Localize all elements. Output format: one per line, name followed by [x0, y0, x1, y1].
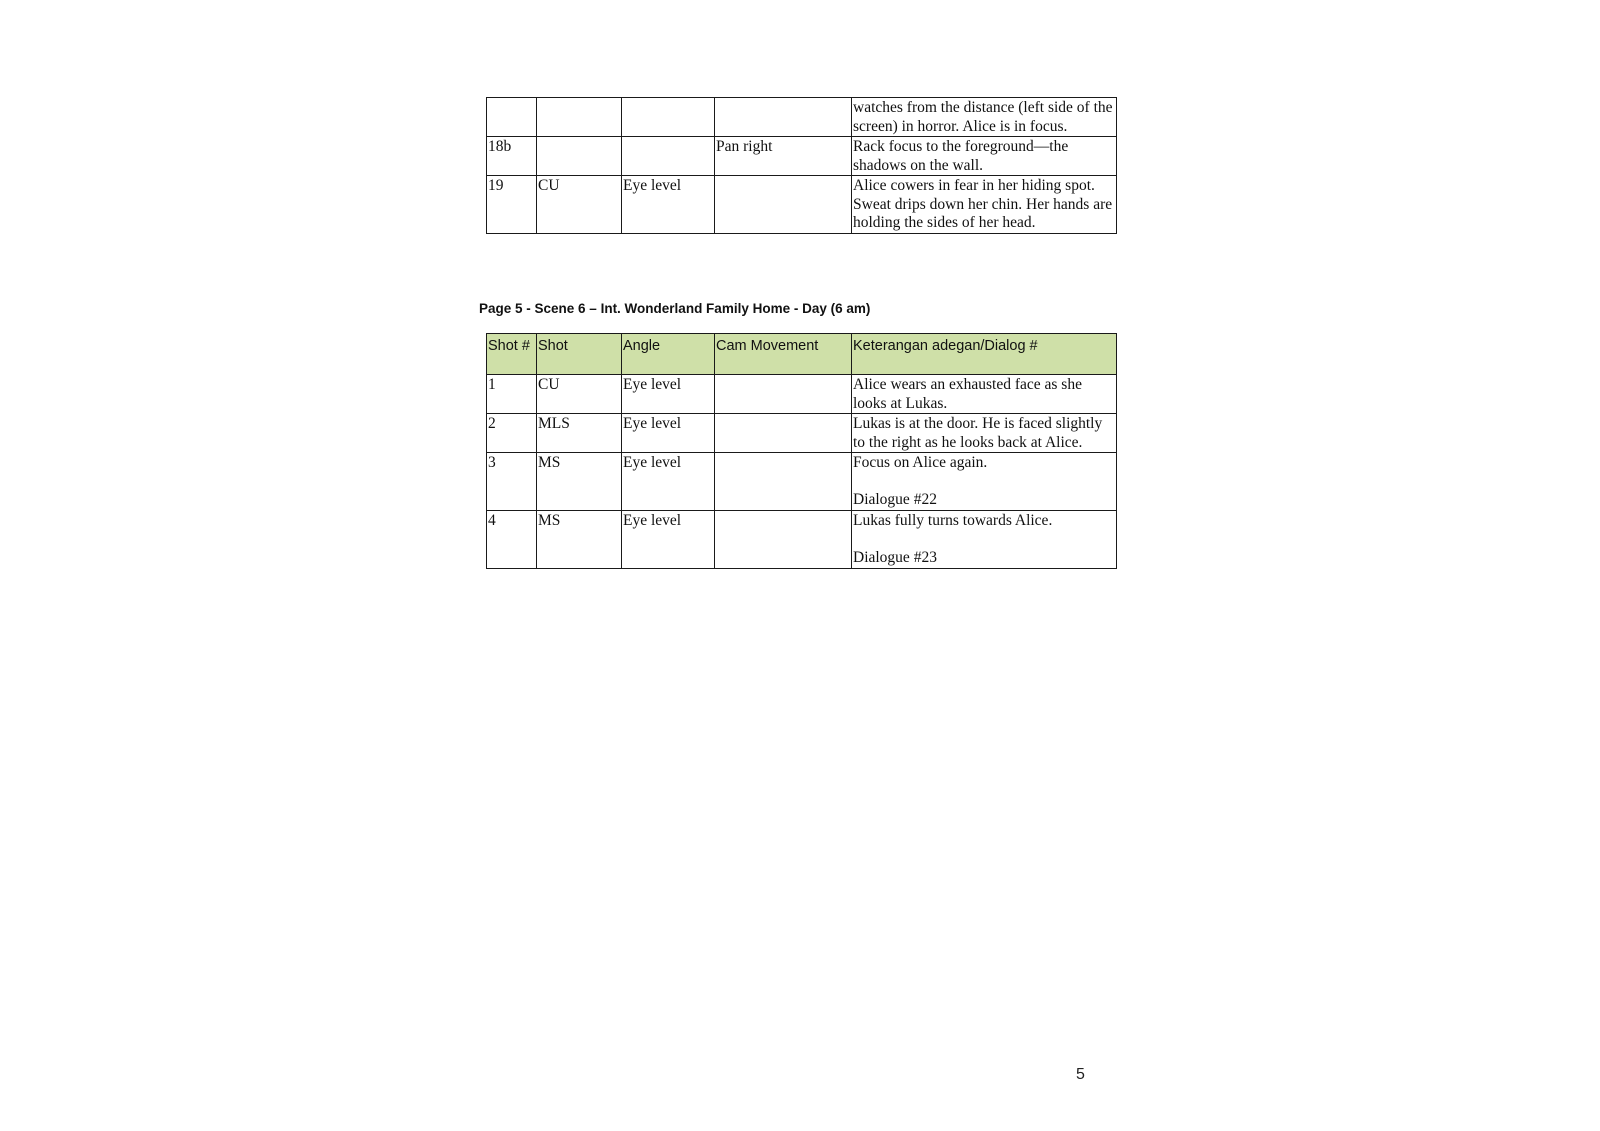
cam-movement-cell [715, 453, 852, 511]
angle-cell [622, 98, 715, 137]
shot-number-cell: 19 [487, 176, 537, 234]
shot-list-table-scene-6 [486, 333, 1117, 569]
column-header-description: Keterangan adegan/Dialog # [852, 334, 1117, 375]
column-header-cam-movement: Cam Movement [715, 334, 852, 375]
angle-cell: Eye level [622, 176, 715, 234]
table-row [487, 511, 1117, 569]
angle-cell: Eye level [622, 414, 715, 453]
scene-heading: Page 5 - Scene 6 – Int. Wonderland Family Home - Day (6 am) [479, 301, 871, 316]
cam-movement-cell [715, 98, 852, 137]
shot-number-cell [487, 98, 537, 137]
shot-number-cell: 1 [487, 375, 537, 414]
column-header-angle: Angle [622, 334, 715, 375]
cam-movement-cell [715, 176, 852, 234]
shot-type-cell: MS [537, 453, 622, 511]
shot-type-cell: CU [537, 176, 622, 234]
table-row [487, 414, 1117, 453]
description-cell: Focus on Alice again. Dialogue #22 [852, 453, 1117, 511]
angle-cell: Eye level [622, 511, 715, 569]
description-cell: Alice cowers in fear in her hiding spot. Sweat drips down her chin. Her hands are holding the sides of her head. [852, 176, 1117, 234]
shot-number-cell: 4 [487, 511, 537, 569]
shot-type-cell: MS [537, 511, 622, 569]
shot-type-cell: CU [537, 375, 622, 414]
cam-movement-cell [715, 511, 852, 569]
description-cell: Lukas fully turns towards Alice. Dialogue #23 [852, 511, 1117, 569]
table-row [487, 375, 1117, 414]
column-header-shot-number: Shot # [487, 334, 537, 375]
description-cell: watches from the distance (left side of the screen) in horror. Alice is in focus. [852, 98, 1117, 137]
table-row [487, 137, 1117, 176]
table-row [487, 453, 1117, 511]
cam-movement-cell [715, 375, 852, 414]
angle-cell: Eye level [622, 375, 715, 414]
shot-number-cell: 3 [487, 453, 537, 511]
shot-type-cell: MLS [537, 414, 622, 453]
shot-list-table-continued [486, 97, 1117, 234]
column-header-shot: Shot [537, 334, 622, 375]
shot-type-cell [537, 137, 622, 176]
angle-cell [622, 137, 715, 176]
cam-movement-cell [715, 414, 852, 453]
shot-number-cell: 2 [487, 414, 537, 453]
table-row [487, 176, 1117, 234]
table-row [487, 98, 1117, 137]
shot-type-cell [537, 98, 622, 137]
table-header-row [487, 334, 1117, 375]
description-cell: Alice wears an exhausted face as she looks at Lukas. [852, 375, 1117, 414]
description-cell: Lukas is at the door. He is faced slightly to the right as he looks back at Alice. [852, 414, 1117, 453]
shot-number-cell: 18b [487, 137, 537, 176]
cam-movement-cell: Pan right [715, 137, 852, 176]
description-cell: Rack focus to the foreground—the shadows on the wall. [852, 137, 1117, 176]
angle-cell: Eye level [622, 453, 715, 511]
page-number: 5 [1076, 1066, 1085, 1083]
